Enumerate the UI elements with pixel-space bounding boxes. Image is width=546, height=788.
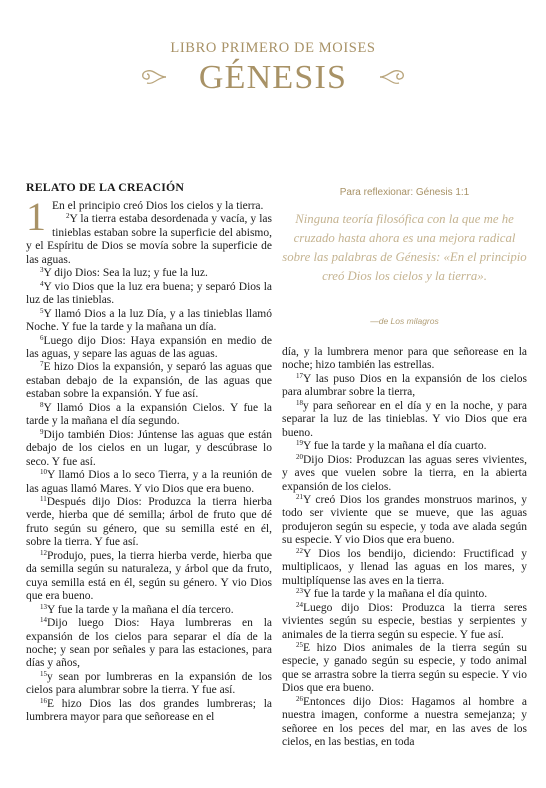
verse-10: $^{10}$Y llamó Dios a lo seco Tierra, y a la reunión de las aguas llamó Mares. Y vio Dios que era bueno.	[26, 468, 272, 495]
verse-14: $^{14}$Dijo luego Dios: Haya lumbreras en la expansión de los cielos para separar el día de la noche; y sean por señales y para las estaciones, para días y años,	[26, 616, 272, 670]
verse-23: $^{23}$Y fue la tarde y la mañana el día quinto.	[296, 587, 488, 601]
verse-22: $^{22}$Y Dios los bendijo, diciendo: Fructificad y multiplicaos, y llenad las aguas en los mares, y multiplíquense las aves en la tierra.	[282, 546, 527, 587]
verse-25: $^{25}$E hizo Dios animales de la tierra según su especie, y ganado según su especie, y todo animal que se arrastra sobre la tierra según su especie. Y vio Dios que era bueno.	[282, 640, 527, 695]
reflection-quote: Ninguna teoría filosófica con la que me he cruzado hasta ahora es una mejora radical sobre las palabras de Génesis: «En el principio creó Dios los cielos y la tierra».	[282, 212, 527, 283]
verse-2: $^2$Y la tierra estaba desordenada y vacía, y las tinieblas estaban sobre la superficie del abismo, y el Espíritu de Dios se movía sobre la superficie de las aguas.	[26, 212, 272, 266]
verse-7: $^7$E hizo Dios la expansión, y separó las aguas que estaban debajo de la expansión, de las aguas que estaban sobre la expansión. Y fue así.	[26, 360, 272, 401]
verse-13: $^{13}$Y fue la tarde y la mañana el día tercero.	[40, 602, 234, 616]
book-heading: LIBRO PRIMERO DE MOISES	[170, 40, 376, 56]
verse-9: $^9$Dijo también Dios: Júntense las aguas que están debajo de los cielos en un lugar, y descúbrase lo seco. Y fue así.	[26, 427, 272, 468]
verse-5: $^5$Y llamó Dios a la luz Día, y a las tinieblas llamó Noche. Y fue la tarde y la mañana un día.	[26, 306, 272, 334]
right-flourish-ornament	[378, 64, 408, 90]
verse-16: $^{16}$E hizo Dios las dos grandes lumbreras; la lumbrera mayor para que señorease en el	[26, 696, 272, 724]
verse-26: $^{26}$Entonces dijo Dios: Hagamos al hombre a nuestra imagen, conforme a nuestra semejanza; y señoree en los peces del mar, en las aves de los cielos, en las bestias, en toda	[282, 694, 527, 749]
section-heading: RELATO DE LA CREACIÓN	[26, 180, 185, 194]
verse-6: $^6$Luego dijo Dios: Haya expansión en medio de las aguas, y separe las aguas de las aguas.	[26, 333, 272, 360]
book-title: GÉNESIS	[198, 59, 348, 96]
verse-16-continued: día, y la lumbrera menor para que señorease en la noche; hizo también las estrellas.	[282, 346, 527, 372]
verse-19: $^{19}$Y fue la tarde y la mañana el día cuarto.	[296, 439, 487, 453]
verse-24: $^{24}$Luego dijo Dios: Produzca la tierra seres vivientes según su especie, bestias y serpientes y animales de la tierra según su especie. Y fue así.	[282, 600, 527, 641]
verse-20: $^{20}$Dijo Dios: Produzcan las aguas seres vivientes, y aves que vuelen sobre la tierra, en la abierta expansión de los cielos.	[282, 452, 527, 493]
verse-18: $^{18}$y para señorear en el día y en la noche, y para separar la luz de las tinieblas. Y vio Dios que era bueno.	[282, 398, 527, 439]
chapter-number: 1	[26, 194, 46, 239]
verse-17: $^{17}$Y las puso Dios en la expansión de los cielos para alumbrar sobre la tierra,	[282, 371, 527, 399]
reflection-source: —de Los milagros	[370, 316, 439, 326]
verse-8: $^8$Y llamó Dios a la expansión Cielos. Y fue la tarde y la mañana el día segundo.	[26, 400, 272, 428]
reflection-label: Para reflexionar: Génesis 1:1	[339, 187, 470, 198]
left-text-column	[26, 194, 272, 725]
verse-3: $^3$Y dijo Dios: Sea la luz; y fue la luz.	[40, 266, 208, 280]
verse-21: $^{21}$Y creó Dios los grandes monstruos marinos, y todo ser viviente que se mueve, que las aguas produjeron según su especie, y toda ave alada según su especie. Y vio Dios que era bueno.	[282, 492, 527, 547]
verse-15: $^{15}$y sean por lumbreras en la expansión de los cielos para alumbrar sobre la tierra. Y fue así.	[26, 669, 272, 697]
verse-11: $^{11}$Después dijo Dios: Produzca la tierra hierba verde, hierba que dé semilla; árbol de fruto que dé fruto según su género, que su semilla esté en él, sobre la tierra. Y fue así.	[26, 494, 272, 549]
verse-12: $^{12}$Produjo, pues, la tierra hierba verde, hierba que da semilla según su naturaleza, y árbol que da fruto, cuya semilla está en él, según su género. Y vio Dios que era bueno.	[26, 548, 272, 603]
verse-4: $^4$Y vio Dios que la luz era buena; y separó Dios la luz de las tinieblas.	[26, 279, 272, 307]
right-text-column	[282, 346, 527, 750]
verse-1: 1 En el principio creó Dios los cielos y la tierra.	[26, 194, 264, 239]
